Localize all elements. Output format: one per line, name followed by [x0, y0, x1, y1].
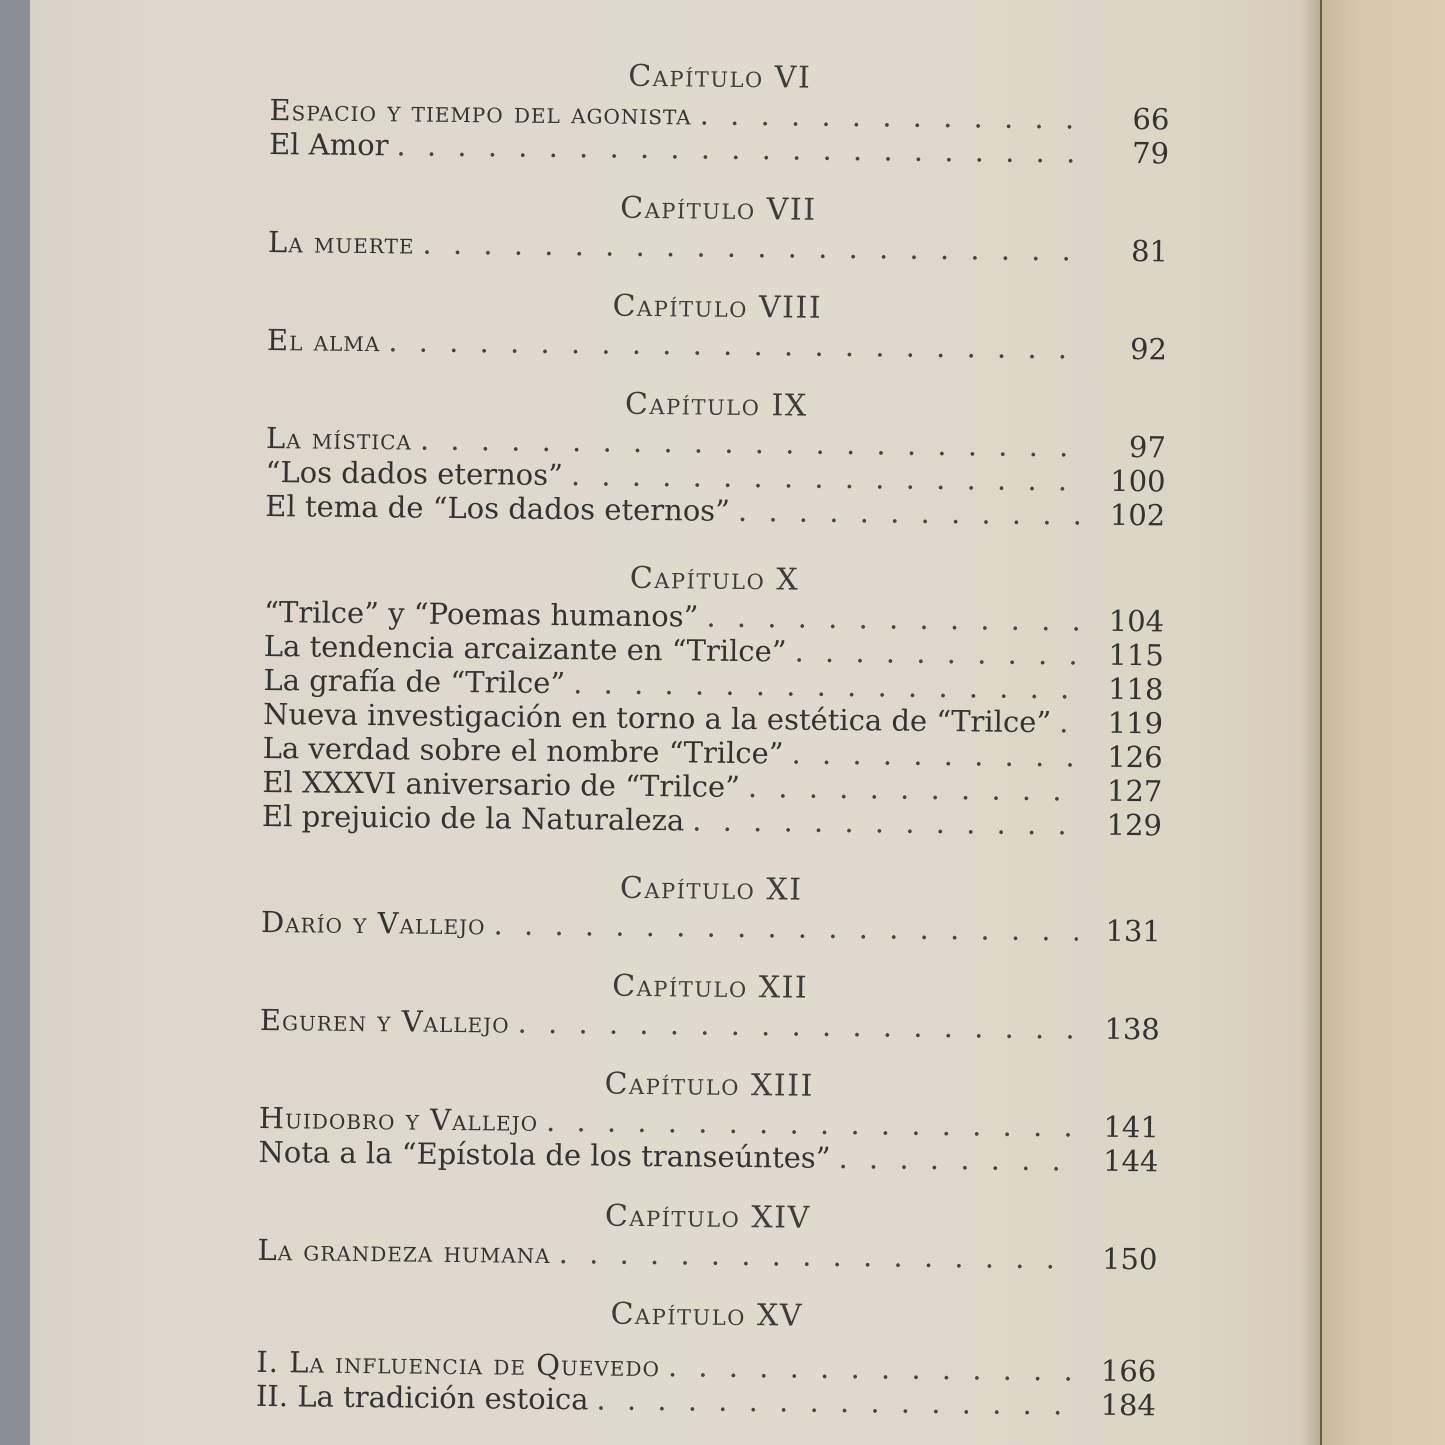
- chapter-10: [262, 557, 1165, 842]
- chapter-title: Capítulo XII: [612, 968, 809, 1006]
- dot-leader: [1059, 705, 1080, 739]
- chapter-title: Capítulo XIV: [604, 1198, 811, 1236]
- entry-page: 131: [1105, 913, 1162, 949]
- dot-leader: [388, 324, 1084, 365]
- dot-leader: [692, 803, 1079, 841]
- entry-title: II. La tradición estoica: [255, 1378, 589, 1417]
- entry-page: 119: [1107, 705, 1164, 741]
- chapter-title: Capítulo VIII: [612, 288, 823, 326]
- dot-leader: [571, 458, 1083, 497]
- chapter-title: Capítulo VII: [620, 190, 817, 228]
- dot-leader: [596, 1382, 1073, 1421]
- entry-title: “Los dados eternos”: [265, 454, 564, 493]
- dot-leader: [748, 770, 1080, 807]
- entry-page: 144: [1102, 1143, 1159, 1179]
- entry-title: La mística: [265, 420, 413, 457]
- entry-page: 102: [1109, 497, 1166, 533]
- entry-page: 129: [1106, 807, 1163, 843]
- entry-page: 126: [1107, 739, 1163, 775]
- entry-title: El prejuicio de la Naturaleza: [261, 798, 685, 838]
- entry-page: 115: [1108, 637, 1164, 673]
- chapter-title: Capítulo XV: [610, 1296, 804, 1334]
- entry-page: 79: [1131, 136, 1170, 171]
- dot-leader: [493, 907, 1078, 947]
- entry-page: 97: [1128, 430, 1167, 465]
- entry-title: La verdad sobre el nombre “Trilce”: [262, 730, 784, 771]
- facing-page-edge: [1320, 0, 1445, 1445]
- chapter-7: [268, 187, 1169, 268]
- chapter-13: [258, 1063, 1159, 1178]
- chapter-8: [267, 285, 1168, 366]
- chapter-title: Capítulo XI: [619, 870, 803, 908]
- dot-leader: [517, 1006, 1077, 1046]
- dot-leader: [573, 666, 1081, 705]
- entry-page: 81: [1130, 234, 1169, 269]
- dot-leader: [668, 1349, 1074, 1387]
- chapter-title: Capítulo X: [629, 560, 800, 598]
- entry-page: 138: [1104, 1011, 1161, 1047]
- table-of-contents: [256, 55, 1170, 1422]
- entry-page: 92: [1129, 332, 1168, 367]
- chapter-11: [261, 867, 1162, 948]
- entry-title: El tema de “Los dados eternos”: [265, 488, 731, 528]
- entry-title: La grafía de “Trilce”: [263, 662, 566, 701]
- chapter-title: Capítulo VI: [628, 58, 812, 96]
- entry-title: Espacio y tiempo del agonista: [269, 92, 692, 132]
- entry-title: La grandeza humana: [257, 1232, 551, 1271]
- page-gutter: [1300, 0, 1322, 1445]
- entry-page: 150: [1101, 1241, 1158, 1277]
- entry-page: 166: [1100, 1353, 1157, 1389]
- dot-leader: [546, 1104, 1076, 1144]
- dot-leader: [706, 600, 1081, 638]
- entry-title: “Trilce” y “Poemas humanos”: [263, 594, 699, 634]
- entry-title: Nueva investigación en torno a la estética de “Trilce”: [262, 696, 1052, 740]
- dot-leader: [700, 98, 1087, 136]
- entry-title: La tendencia arcaizante en “Trilce”: [263, 628, 787, 669]
- dot-leader: [791, 737, 1079, 774]
- entry-title: Darío y Vallejo: [260, 904, 486, 942]
- entry-page: 66: [1132, 102, 1170, 137]
- entry-page: 184: [1100, 1387, 1157, 1423]
- dot-leader: [559, 1236, 1075, 1275]
- chapter-12: [260, 965, 1161, 1046]
- entry-title: I. La influencia de Quevedo: [256, 1344, 661, 1384]
- entry-page: 100: [1110, 463, 1166, 499]
- entry-title: El alma: [266, 322, 381, 359]
- entry-title: Eguren y Vallejo: [259, 1002, 510, 1040]
- chapter-9: [265, 383, 1166, 532]
- chapter-14: [257, 1195, 1158, 1276]
- dot-leader: [396, 128, 1086, 169]
- dot-leader: [738, 494, 1083, 532]
- entry-page: 104: [1108, 603, 1165, 639]
- chapter-title: Capítulo XIII: [604, 1066, 815, 1104]
- entry-page: 118: [1107, 671, 1164, 707]
- entry-page: 127: [1106, 773, 1163, 809]
- chapter-6: [269, 55, 1170, 170]
- chapter-15: [256, 1293, 1157, 1422]
- entry-title: El XXXVI aniversario de “Trilce”: [262, 764, 741, 804]
- dot-leader: [838, 1141, 1075, 1177]
- dot-leader: [794, 635, 1081, 672]
- entry-title: La muerte: [267, 224, 415, 261]
- entry-title: Nota a la “Epístola de los transeúntes”: [258, 1134, 831, 1175]
- entry-page: 141: [1103, 1109, 1159, 1145]
- entry-title: El Amor: [268, 126, 389, 163]
- dot-leader: [422, 227, 1085, 268]
- entry-title: Huidobro y Vallejo: [258, 1100, 539, 1138]
- chapter-title: Capítulo IX: [624, 386, 808, 424]
